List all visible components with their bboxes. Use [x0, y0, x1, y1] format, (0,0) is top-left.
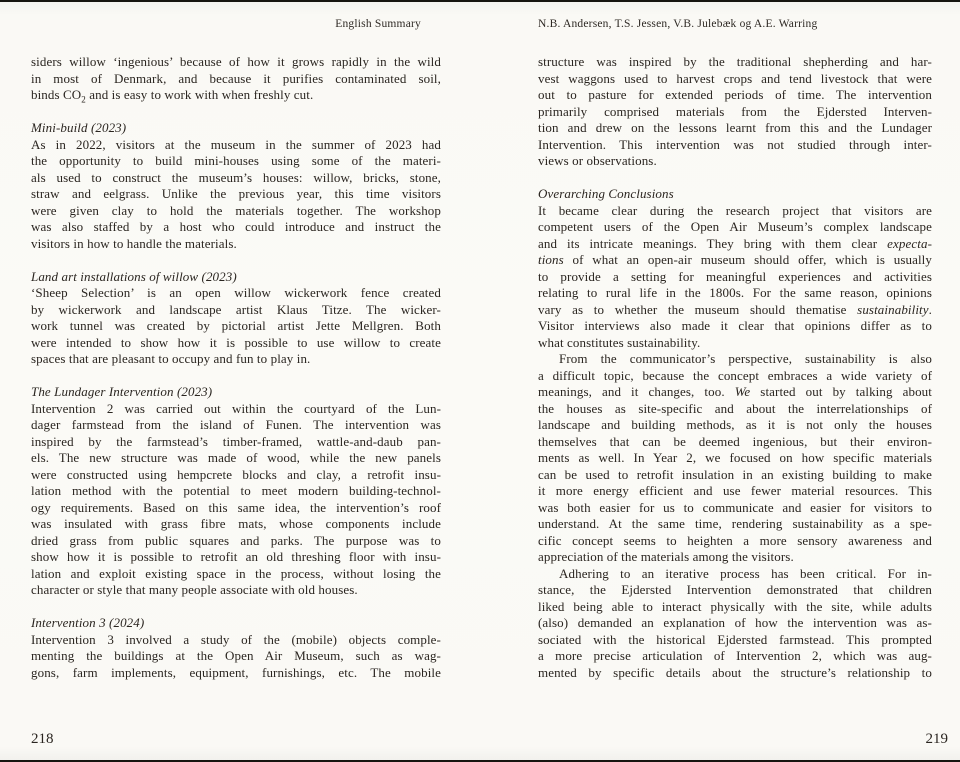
text-line: Intervention 3 (2024): [31, 615, 145, 630]
text-line: lation and exploit existing space in the process, without losing the: [31, 565, 441, 581]
text-line: and its intricate meanings. They bring with them clear expecta-: [538, 235, 932, 251]
text-line: Adhering to an iterative process has been critical. For in-: [559, 565, 932, 581]
text-line: show how it is possible to retrofit an old threshing floor with insu-: [31, 549, 441, 564]
text-line: Intervention 2 was carried out within the courtyard of the Lun-: [31, 400, 441, 416]
text-line: relating to rural life in the 1800s. For the same reason, opinions: [538, 285, 932, 300]
text-line: From the communicator’s perspective, sustainability is also: [559, 351, 932, 366]
text-line: Intervention. This intervention was not studied through inter-: [538, 136, 932, 152]
text-line: Mini-build (2023): [31, 120, 127, 135]
paragraph: [31, 401, 441, 599]
text-line: mented by specific details about the structure’s relationship to: [538, 664, 932, 680]
text-line: siders willow ‘ingenious’ because of how it grows rapidly in the wild: [31, 54, 441, 69]
paragraph: [31, 632, 441, 682]
text-line: structure was inspired by the traditional shepherding and har-: [538, 54, 932, 69]
paragraph: [538, 203, 932, 352]
text-line: was both easier for us to communicate and easier for visitors to: [538, 499, 932, 515]
text-line: As in 2022, visitors at the museum in the summer of 2023 had: [31, 136, 441, 152]
text-line: vary as to whether the museum should thematise sustainability.: [538, 301, 932, 317]
text-line: dager farmstead from the island of Funen. The intervention was: [31, 417, 441, 432]
text-line: appreciation of the materials among the visitors.: [538, 549, 794, 564]
text-line: The Lundager Intervention (2023): [31, 384, 213, 399]
running-header-right: N.B. Andersen, T.S. Jessen, V.B. Julebæk og A.E. Warring: [538, 18, 818, 30]
text-line: ‘Sheep Selection’ is an open willow wickerwork fence created: [31, 285, 441, 300]
text-line: stance, the Ejdersted Intervention demonstrated that children: [538, 582, 932, 597]
page-number-left: 218: [31, 731, 54, 747]
section-heading: [31, 269, 441, 286]
text-line: to provide a setting for meaningful experiences and activities: [538, 268, 932, 284]
text-line: competent users of the Open Air Museum’s complex landscape: [538, 219, 932, 234]
text-line: was insulated with grass fibre mats, whose components include: [31, 516, 441, 531]
text-line: were constructed using hempcrete blocks and clay, a retrofit insu-: [31, 466, 441, 482]
text-line: views or observations.: [538, 153, 657, 168]
text-line: were given clay to hold the materials together. The workshop: [31, 202, 441, 218]
paragraph: [31, 137, 441, 253]
text-line: cific concept seems to heighten a more sensory awareness and: [538, 532, 932, 548]
text-line: sociated with the historical Ejdersted farmstead. This prompted: [538, 631, 932, 647]
text-line: gons, farm implements, equipment, furnishings, etc. The mobile: [31, 664, 441, 680]
text-line: a more precise articulation of Intervention 2, which was aug-: [538, 648, 932, 663]
text-line: lation method with the potential to meet modern building-technol-: [31, 483, 441, 498]
paragraph: [538, 54, 932, 170]
text-line: tions of what an open-air museum should offer, which is usually: [538, 252, 932, 267]
paragraph: [31, 285, 441, 368]
section-heading: [31, 120, 441, 137]
text-column-left: [31, 54, 441, 681]
text-line: landscape and building methods, as it is not only the houses: [538, 417, 932, 432]
text-line: inspired by the farmstead’s timber-framed, wattle-and-daub pan-: [31, 433, 441, 449]
text-line: liked being able to interact physically with the site, while adults: [538, 598, 932, 614]
text-line: in most of Denmark, and because it purifies contaminated soil,: [31, 70, 441, 86]
text-line: dried grass from public squares and parks. The purpose was to: [31, 532, 441, 548]
text-line: ogy requirements. Based on this same idea, the intervention’s roof: [31, 499, 441, 515]
text-line: was also staffed by a host who could introduce and instruct the: [31, 219, 441, 234]
text-line: It became clear during the research project that visitors are: [538, 202, 932, 218]
paragraph: [538, 351, 932, 566]
text-line: vest waggons used to harvest crops and tend livestock that were: [538, 70, 932, 86]
text-column-right: [538, 54, 932, 681]
scan-edge-top: [0, 0, 960, 2]
text-line: what constitutes sustainability.: [538, 334, 701, 350]
paragraph: [538, 566, 932, 682]
text-line: a difficult topic, because the concept embraces a wide variety of: [538, 367, 932, 383]
text-line: the houses as site-specific and about the interrelationships of: [538, 400, 932, 416]
text-line: visitors in how to handle the materials.: [31, 235, 237, 251]
text-line: were intended to show how it is possible to use willow to create: [31, 334, 441, 350]
running-header-left: English Summary: [335, 18, 421, 30]
text-line: Land art installations of willow (2023): [31, 268, 237, 284]
text-line: character or style that many people associate with old houses.: [31, 582, 358, 597]
paragraph: [31, 54, 441, 104]
text-line: primarily comprised materials from the Ejdersted Interven-: [538, 103, 932, 119]
text-line: (also) demanded an explanation of how the intervention was as-: [538, 615, 932, 630]
text-line: understand. At the same time, rendering sustainability as a spe-: [538, 516, 932, 531]
text-line: menting the buildings at the Open Air Museum, such as wag-: [31, 648, 441, 663]
text-line: can be used to retrofit insulation in an existing building to make: [538, 466, 932, 482]
section-heading: [31, 384, 441, 401]
text-line: it more energy efficient and use fewer material resources. This: [538, 483, 932, 498]
text-line: als used to construct the museum’s houses: willow, bricks, stone,: [31, 169, 441, 185]
text-line: ments as well. In Year 2, we focused on how specific materials: [538, 450, 932, 465]
text-line: els. The new structure was made of wood, while the new panels: [31, 450, 441, 465]
text-line: binds $CO_2$ and is easy to work with when freshly cut.: [31, 87, 314, 105]
text-line: straw and eelgrass. Unlike the previous year, this time visitors: [31, 186, 441, 201]
text-line: the opportunity to build mini-houses using some of the materi-: [31, 153, 441, 168]
text-line: spaces that are pleasant to occupy and fun to play in.: [31, 351, 311, 366]
text-line: tion and drew on the lessons learnt from this and the Lundager: [538, 120, 932, 135]
text-line: Intervention 3 involved a study of the (mobile) objects comple-: [31, 631, 441, 647]
text-line: out to pasture for extended periods of time. The intervention: [538, 87, 932, 102]
section-heading: [538, 186, 932, 203]
text-line: meanings, and it changes, too. We started out by talking about: [538, 384, 932, 399]
text-line: themselves that can be deemed ingenious, but their environ-: [538, 433, 932, 449]
text-line: Overarching Conclusions: [538, 186, 674, 201]
page-number-right: 219: [925, 731, 948, 747]
section-heading: [31, 615, 441, 632]
text-line: by wickerwork and landscape artist Klaus Titze. The wicker-: [31, 301, 441, 317]
text-line: Visitor interviews also made it clear that opinions differ as to: [538, 318, 932, 333]
text-line: work tunnel was created by pictorial artist Jette Mellgren. Both: [31, 318, 441, 333]
